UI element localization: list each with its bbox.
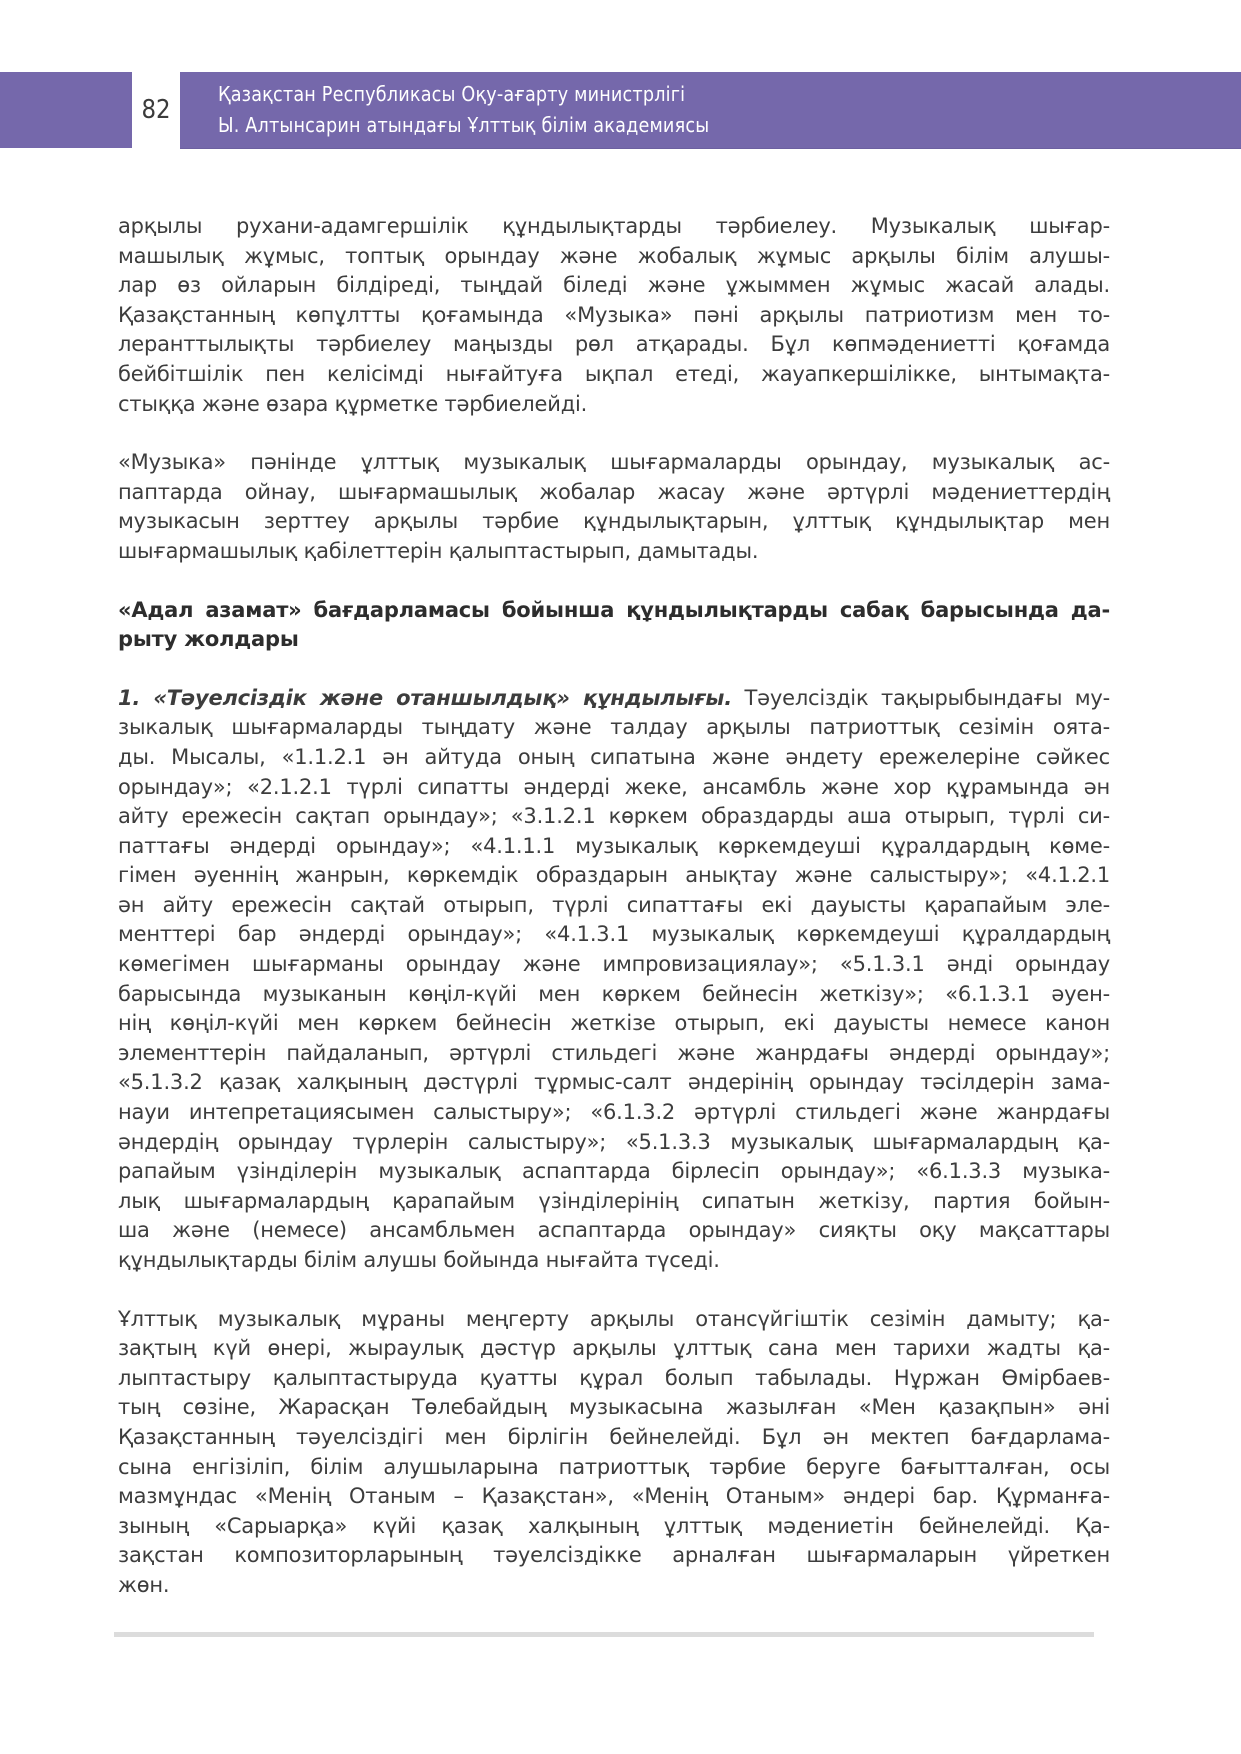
text-line: Қазақстанның көпұлтты қоғамында «Музыка» пәні арқылы патриотизм мен то- bbox=[118, 302, 1110, 327]
lead-emphasis: 1. «Тәуелсіздік және отаншылдық» құндылығы. bbox=[118, 685, 733, 710]
text-line: зақтың күй өнері, жыраулық дәстүр арқылы ұлттық сана мен тарихи жадты қа- bbox=[118, 1336, 1110, 1361]
page-number: 82 bbox=[141, 95, 171, 125]
text-line: зының «Сарыарқа» күйі қазақ халқының ұлттық мәдениетін бейнелейді. Қа- bbox=[118, 1513, 1110, 1538]
header-line-ministry: Қазақстан Республикасы Оқу-ағарту министрлігі bbox=[218, 82, 686, 106]
text-line: айту ережесін сақтап орындау»; «3.1.2.1 көркем образдарды аша отырып, түрлі си- bbox=[118, 804, 1110, 829]
text-line: музыкасын зерттеу арқылы тәрбие құндылықтарын, ұлттық құндылықтар мен bbox=[118, 509, 1110, 534]
text-line: шығармашылық қабілеттерін қалыптастырып, дамытады. bbox=[118, 538, 759, 563]
text-line: тың сөзіне, Жарасқан Төлебайдың музыкасына жазылған «Мен қазақпын» әні bbox=[118, 1395, 1110, 1420]
header-text bbox=[218, 79, 709, 141]
text-line: зақстан композиторларының тәуелсіздікке арналған шығармаларын үйреткен bbox=[118, 1543, 1110, 1568]
text-line: «5.1.3.2 қазақ халқының дәстүрлі тұрмыс-салт әндерінің орындау тәсілдерін зама- bbox=[118, 1070, 1110, 1095]
text-line: «Адал азамат» бағдарламасы бойынша құндылықтарды сабақ барысында да- bbox=[118, 597, 1110, 622]
text-line: менттері бар әндерді орындау»; «4.1.3.1 музыкалық көркемдеуші құралдардың bbox=[118, 922, 1110, 947]
text-line: «Музыка» пәнінде ұлттық музыкалық шығармаларды орындау, музыкалық ас- bbox=[118, 450, 1110, 475]
text-line: рыту жолдары bbox=[118, 627, 299, 652]
text-segment: Тәуелсіздік тақырыбындағы му- bbox=[732, 685, 1111, 710]
text-line: рапайым үзінділерін музыкалық аспаптарда бірлесіп орындау»; «6.1.3.3 музыка- bbox=[118, 1159, 1110, 1184]
text-line: ша және (немесе) ансамбльмен аспаптарда орындау» сияқты оқу мақсаттары bbox=[118, 1218, 1110, 1243]
text-line: лар өз ойларын білдіреді, тыңдай біледі және ұжыммен жұмыс жасай алады. bbox=[118, 273, 1110, 298]
text-line: құндылықтарды білім алушы бойында нығайта түседі. bbox=[118, 1248, 720, 1272]
body-text bbox=[118, 212, 1110, 1630]
text-line: көмегімен шығарманы орындау және импровизациялау»; «5.1.3.1 әнді орындау bbox=[118, 952, 1110, 977]
text-line: әндердің орындау түрлерін салыстыру»; «5.1.3.3 музыкалық шығармалардың қа- bbox=[118, 1129, 1110, 1154]
text-line: леранттылықты тәрбиелеу маңызды рөл атқарады. Бұл көпмәдениетті қоғамда bbox=[118, 332, 1110, 357]
text-line: гімен әуеннің жанрын, көркемдік образдарын анықтау және салыстыру»; «4.1.2.1 bbox=[118, 863, 1110, 888]
text-line: жөн. bbox=[118, 1572, 170, 1597]
text-line: паптарда ойнау, шығармашылық жобалар жасау және әртүрлі мәдениеттердің bbox=[118, 479, 1110, 504]
text-line: элементтерін пайдаланып, әртүрлі стильдегі және жанрдағы әндерді орындау»; bbox=[118, 1040, 1110, 1065]
text-line: паттағы әндерді орындау»; «4.1.1.1 музыкалық көркемдеуші құралдардың көме- bbox=[118, 833, 1110, 858]
text-line: сына енгізіліп, білім алушыларына патриоттық тәрбие беруге бағытталған, осы bbox=[118, 1454, 1110, 1479]
header-left-accent bbox=[0, 72, 132, 148]
text-line: орындау»; «2.1.2.1 түрлі сипатты әндерді жеке, ансамбль және хор құрамында ән bbox=[118, 774, 1110, 799]
paragraph bbox=[118, 684, 1110, 1276]
header-band bbox=[180, 72, 1241, 149]
text-line: машылық жұмыс, топтық орындау және жобалық жұмыс арқылы білім алушы- bbox=[118, 243, 1110, 268]
text-line: науи интепретациясымен салыстыру»; «6.1.3.2 әртүрлі стильдегі және жанрдағы bbox=[118, 1100, 1110, 1125]
text-line: барысында музыканын көңіл-күйі мен көркем бейнесін жеткізу»; «6.1.3.1 әуен- bbox=[118, 981, 1110, 1006]
text-line: бейбітшілік пен келісімді нығайтуға ықпал етеді, жауапкершілікке, ынтымақта- bbox=[118, 361, 1110, 386]
header-line-academy: Ы. Алтынсарин атындағы Ұлттық білім академиясы bbox=[218, 113, 710, 137]
text-line: зыкалық шығармаларды тыңдату және талдау арқылы патриоттық сезімін оята- bbox=[118, 715, 1110, 740]
text-line: нің көңіл-күйі мен көркем бейнесін жеткізе отырып, екі дауысты немесе канон bbox=[118, 1011, 1110, 1036]
footer-divider bbox=[114, 1632, 1094, 1637]
text-line: арқылы рухани-адамгершілік құндылықтарды тәрбиелеу. Музыкалық шығар- bbox=[118, 214, 1110, 238]
paragraph bbox=[118, 1305, 1110, 1601]
text-line: мазмұндас «Менің Отаным – Қазақстан», «Менің Отаным» әндері бар. Құрманға- bbox=[118, 1484, 1110, 1509]
paragraph bbox=[118, 448, 1110, 566]
text-line: стыққа және өзара құрметке тәрбиелейді. bbox=[118, 391, 588, 416]
paragraph bbox=[118, 212, 1110, 419]
text-line: Қазақстанның тәуелсіздігі мен бірлігін бейнелейді. Бұл ән мектеп бағдарлама- bbox=[118, 1424, 1110, 1449]
text-line: Ұлттық музыкалық мұраны меңгерту арқылы отансүйгіштік сезімін дамыту; қа- bbox=[118, 1306, 1110, 1331]
text-line: ды. Мысалы, «1.1.2.1 ән айтуда оның сипатына және әндету ережелеріне сәйкес bbox=[118, 744, 1110, 769]
text-line: лық шығармалардың қарапайым үзінділерінің сипатын жеткізу, партия бойын- bbox=[118, 1188, 1110, 1213]
text-line bbox=[118, 684, 1110, 714]
text-line: ән айту ережесін сақтай отырып, түрлі сипаттағы екі дауысты қарапайым эле- bbox=[118, 892, 1110, 917]
text-line: лыптастыру қалыптастыруда қуатты құрал болып табылады. Нұржан Өмірбаев- bbox=[118, 1365, 1110, 1390]
section-heading bbox=[118, 596, 1110, 655]
